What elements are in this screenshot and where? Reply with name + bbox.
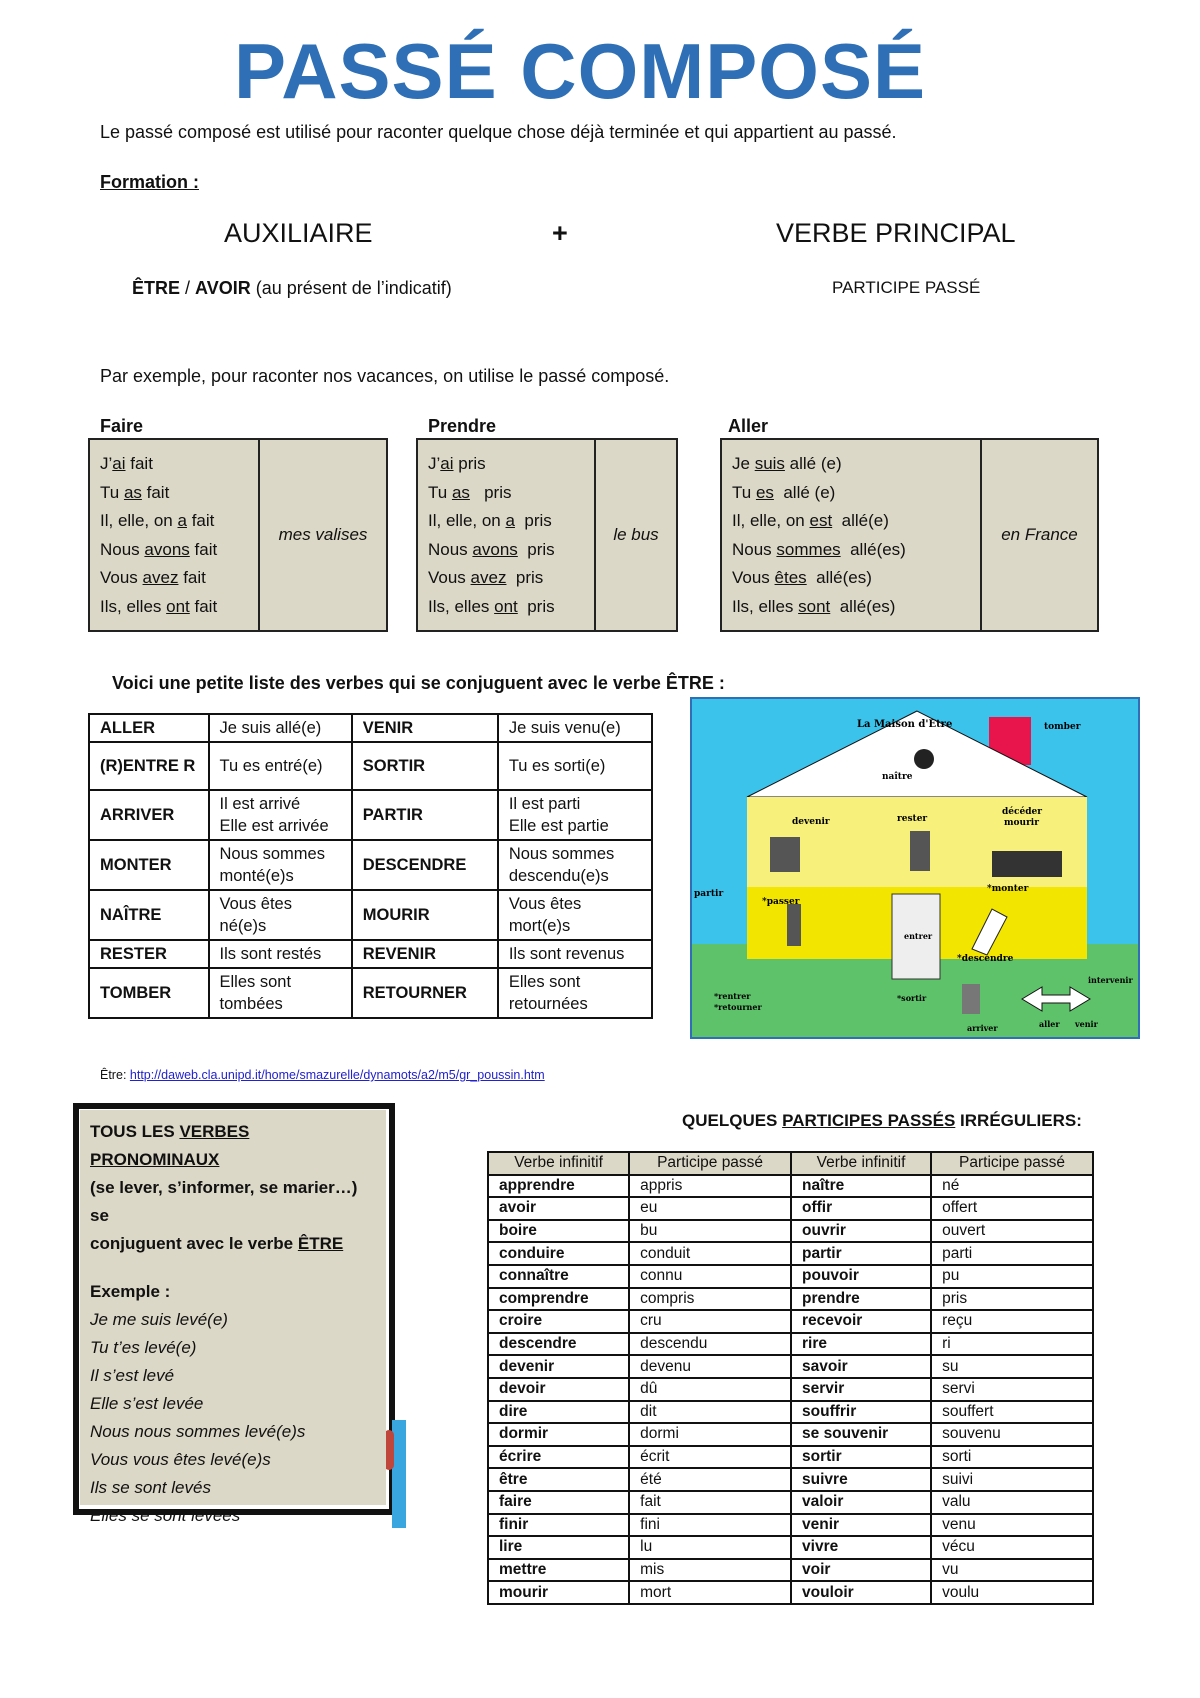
person-arriver (962, 984, 980, 1014)
participle-cell: reçu (931, 1310, 1093, 1333)
infinitive-cell: valoir (791, 1491, 931, 1514)
infinitive-cell: conduire (488, 1242, 629, 1265)
table-row (488, 1536, 1093, 1559)
infinitive-cell: lire (488, 1536, 629, 1559)
conj-line: Ils, elles ont pris (428, 596, 555, 616)
table-row (488, 1401, 1093, 1424)
participle-cell: vécu (931, 1536, 1093, 1559)
pron-example-label: Exemple : (90, 1282, 171, 1301)
participle-cell: ouvert (931, 1220, 1093, 1243)
house-svg (692, 699, 1140, 1039)
label-tomber: tomber (1044, 722, 1081, 732)
coffin-figure (992, 851, 1062, 877)
conj-object: le bus (613, 525, 659, 544)
label-aller: aller (1039, 1019, 1060, 1029)
conj-line: Vous êtes allé(es) (732, 568, 872, 588)
conj-object: mes valises (278, 525, 368, 544)
infinitive-cell: avoir (488, 1197, 629, 1220)
pron-example: Je me suis levé(e) (90, 1310, 228, 1329)
table-row (89, 790, 652, 840)
infinitive-cell: vivre (791, 1536, 931, 1559)
table-row (488, 1514, 1093, 1537)
etre-verb-cell: PARTIR (352, 790, 498, 840)
infinitive-cell: boire (488, 1220, 629, 1243)
etre-conj-cell: Vous êtes né(e)s (209, 890, 352, 940)
participle-cell: offert (931, 1197, 1093, 1220)
participle-cell: mis (629, 1559, 791, 1582)
infinitive-cell: vouloir (791, 1581, 931, 1604)
etre-verb-cell: SORTIR (352, 742, 498, 790)
pron-example: Tu t’es levé(e) (90, 1338, 197, 1357)
participle-cell: dit (629, 1401, 791, 1424)
table-row (488, 1355, 1093, 1378)
etre-verb-cell: ARRIVER (89, 790, 209, 840)
label-sortir: *sortir (897, 993, 927, 1003)
table-row (89, 940, 652, 968)
table-row (89, 742, 652, 790)
etre-verb-cell: DESCENDRE (352, 840, 498, 890)
participle-cell: vu (931, 1559, 1093, 1582)
infinitive-cell: croire (488, 1310, 629, 1333)
house-title: La Maison d'Etre (857, 719, 953, 730)
etre-verb-cell: VENIR (352, 714, 498, 742)
label-entrer: entrer (904, 931, 933, 941)
irregular-header: Verbe infinitif (488, 1152, 629, 1175)
participle-cell: connu (629, 1265, 791, 1288)
table-row (488, 1220, 1093, 1243)
participle-cell: parti (931, 1242, 1093, 1265)
infinitive-cell: servir (791, 1378, 931, 1401)
maison-etre-illustration (690, 697, 1140, 1039)
pronominal-box (80, 1110, 386, 1525)
label-devenir: devenir (792, 817, 830, 827)
intro-text: Le passé composé est utilisé pour raconter quelque chose déjà terminée et qui appartient au passé. (100, 122, 897, 142)
participle-cell: mort (629, 1581, 791, 1604)
stork-figure (914, 749, 934, 769)
person-devenir (770, 837, 800, 872)
etre-verb-cell: TOMBER (89, 968, 209, 1018)
participle-cell: fini (629, 1514, 791, 1537)
participle-cell: été (629, 1468, 791, 1491)
conj-line: Nous avons pris (428, 539, 555, 559)
participle-cell: venu (931, 1514, 1093, 1537)
participle-cell: appris (629, 1175, 791, 1198)
infinitive-cell: naître (791, 1175, 931, 1198)
participle-cell: ri (931, 1333, 1093, 1356)
formation-label: Formation : (100, 172, 199, 192)
participle-cell: souvenu (931, 1423, 1093, 1446)
infinitive-cell: être (488, 1468, 629, 1491)
infinitive-cell: suivre (791, 1468, 931, 1491)
label-venir: venir (1075, 1019, 1098, 1029)
conj-line: Il, elle, on est allé(e) (732, 511, 889, 531)
table-row (488, 1468, 1093, 1491)
irregular-header: Participe passé (931, 1152, 1093, 1175)
pron-example: Elle s’est levée (90, 1394, 204, 1413)
conj-box (416, 438, 678, 632)
infinitive-cell: mourir (488, 1581, 629, 1604)
table-row (488, 1423, 1093, 1446)
table-row (488, 1559, 1093, 1582)
irregular-header: Verbe infinitif (791, 1152, 931, 1175)
participle-cell: lu (629, 1536, 791, 1559)
participle-cell: pris (931, 1288, 1093, 1311)
etre-verb-cell: MOURIR (352, 890, 498, 940)
table-row (488, 1333, 1093, 1356)
infinitive-cell: partir (791, 1242, 931, 1265)
conj-verb-label: Prendre (428, 416, 497, 436)
infinitive-cell: finir (488, 1514, 629, 1537)
plus-sign: + (552, 218, 568, 248)
irregular-title: QUELQUES PARTICIPES PASSÉS IRRÉGULIERS: (682, 1111, 1082, 1130)
label-mourir: mourir (1004, 818, 1039, 828)
label-rester: rester (897, 814, 928, 824)
table-row (89, 714, 652, 742)
infinitive-cell: dormir (488, 1423, 629, 1446)
etre-verb-cell: RESTER (89, 940, 209, 968)
participle-cell: écrit (629, 1446, 791, 1469)
conj-lines (722, 440, 982, 630)
infinitive-cell: descendre (488, 1333, 629, 1356)
pron-example: Nous nous sommes levé(e)s (90, 1422, 306, 1441)
auxiliary-note: ÊTRE / AVOIR (au présent de l’indicatif) (132, 278, 452, 298)
auxiliary-heading: AUXILIAIRE (224, 218, 373, 248)
table-row (488, 1310, 1093, 1333)
table-row (488, 1378, 1093, 1401)
infinitive-cell: recevoir (791, 1310, 931, 1333)
participle-cell: pu (931, 1265, 1093, 1288)
label-naitre: naître (882, 772, 913, 782)
pron-example: Il s’est levé (90, 1366, 175, 1385)
infinitive-cell: ouvrir (791, 1220, 931, 1243)
infinitive-cell: apprendre (488, 1175, 629, 1198)
participle-cell: cru (629, 1310, 791, 1333)
participle-cell: dû (629, 1378, 791, 1401)
label-rentrer: *rentrer (714, 991, 751, 1001)
irregular-participles-table (487, 1151, 1094, 1605)
conj-lines (418, 440, 596, 630)
table-row (89, 968, 652, 1018)
infinitive-cell: prendre (791, 1288, 931, 1311)
decorative-bar (392, 1420, 406, 1528)
etre-verb-cell: MONTER (89, 840, 209, 890)
etre-verb-cell: REVENIR (352, 940, 498, 968)
pron-line-2: (se lever, s’informer, se marier…) se (90, 1178, 358, 1225)
infinitive-cell: dire (488, 1401, 629, 1424)
conj-line: Ils, elles ont fait (100, 596, 218, 616)
etre-conj-cell: Elles sont tombées (209, 968, 352, 1018)
pron-examples (90, 1306, 376, 1530)
infinitive-cell: voir (791, 1559, 931, 1582)
participle-cell: suivi (931, 1468, 1093, 1491)
pron-line-3: conjuguent avec le verbe ÊTRE (90, 1234, 344, 1253)
etre-conj-cell: Nous sommes descendu(e)s (498, 840, 652, 890)
infinitive-cell: souffrir (791, 1401, 931, 1424)
table-row (488, 1491, 1093, 1514)
etre-conj-cell: Il est parti Elle est partie (498, 790, 652, 840)
participle-cell: valu (931, 1491, 1093, 1514)
label-descendre: *descendre (957, 954, 1014, 964)
etre-conj-cell: Tu es entré(e) (209, 742, 352, 790)
pron-example: Vous vous êtes levé(e)s (90, 1450, 271, 1469)
table-row (488, 1175, 1093, 1198)
conj-line: Il, elle, on a fait (100, 511, 215, 531)
source-link[interactable]: http://daweb.cla.unipd.it/home/smazurelle/dynamots/a2/m5/gr_poussin.htm (129, 1068, 545, 1082)
conj-verb-label: Faire (100, 416, 144, 436)
infinitive-cell: faire (488, 1491, 629, 1514)
label-monter: *monter (987, 884, 1029, 894)
label-partir: partir (694, 889, 724, 899)
etre-verb-cell: RETOURNER (352, 968, 498, 1018)
label-passer: *passer (762, 897, 800, 907)
infinitive-cell: écrire (488, 1446, 629, 1469)
conj-box (720, 438, 1099, 632)
participle-cell: conduit (629, 1242, 791, 1265)
etre-conj-cell: Ils sont restés (209, 940, 352, 968)
infinitive-cell: savoir (791, 1355, 931, 1378)
infinitive-cell: se souvenir (791, 1423, 931, 1446)
table-row (488, 1265, 1093, 1288)
etre-conj-cell: Vous êtes mort(e)s (498, 890, 652, 940)
conj-line: Tu es allé (e) (732, 482, 836, 502)
etre-conj-cell: Je suis allé(e) (209, 714, 352, 742)
table-row (488, 1446, 1093, 1469)
infinitive-cell: pouvoir (791, 1265, 931, 1288)
infinitive-cell: devoir (488, 1378, 629, 1401)
label-intervenir: intervenir (1088, 975, 1133, 985)
label-arriver: arriver (967, 1023, 998, 1033)
infinitive-cell: venir (791, 1514, 931, 1537)
table-row (488, 1581, 1093, 1604)
conj-line: Vous avez fait (100, 568, 206, 588)
etre-conj-cell: Nous sommes monté(e)s (209, 840, 352, 890)
table-row (89, 840, 652, 890)
participle-cell: su (931, 1355, 1093, 1378)
conj-line: Je suis allé (e) (732, 454, 842, 473)
participle-cell: souffert (931, 1401, 1093, 1424)
participle-cell: fait (629, 1491, 791, 1514)
conj-line: Tu as fait (100, 482, 170, 502)
conj-line: J’ai pris (428, 454, 486, 473)
irregular-header: Participe passé (629, 1152, 791, 1175)
participle-note: PARTICIPE PASSÉ (832, 278, 981, 297)
etre-verb-cell: ALLER (89, 714, 209, 742)
conj-line: Il, elle, on a pris (428, 511, 552, 531)
participle-cell: sorti (931, 1446, 1093, 1469)
main-verb-heading: VERBE PRINCIPAL (776, 218, 1016, 248)
participle-cell: servi (931, 1378, 1093, 1401)
etre-conj-cell: Tu es sorti(e) (498, 742, 652, 790)
pron-example: Elles se sont levées (90, 1506, 241, 1525)
participle-cell: compris (629, 1288, 791, 1311)
infinitive-cell: connaître (488, 1265, 629, 1288)
conj-line: Vous avez pris (428, 568, 544, 588)
etre-conj-cell: Je suis venu(e) (498, 714, 652, 742)
source-link-line: Être: http://daweb.cla.unipd.it/home/smazurelle/dynamots/a2/m5/gr_poussin.htm (100, 1068, 545, 1082)
participle-cell: voulu (931, 1581, 1093, 1604)
pron-line-1: TOUS LES VERBES PRONOMINAUX (90, 1122, 250, 1169)
pron-example: Ils se sont levés (90, 1478, 211, 1497)
etre-verb-cell: NAÎTRE (89, 890, 209, 940)
infinitive-cell: sortir (791, 1446, 931, 1469)
etre-list-title: Voici une petite liste des verbes qui se conjuguent avec le verbe ÊTRE : (112, 673, 725, 693)
participle-cell: né (931, 1175, 1093, 1198)
conj-verb-label: Aller (728, 416, 769, 436)
example-text: Par exemple, pour raconter nos vacances, on utilise le passé composé. (100, 366, 670, 386)
conj-line: Nous avons fait (100, 539, 218, 559)
infinitive-cell: rire (791, 1333, 931, 1356)
infinitive-cell: mettre (488, 1559, 629, 1582)
etre-verb-cell: (R)ENTRE R (89, 742, 209, 790)
label-deceder: décéder (1002, 807, 1042, 817)
conj-line: Nous sommes allé(es) (732, 539, 906, 559)
table-row (488, 1197, 1093, 1220)
etre-conj-cell: Il est arrivé Elle est arrivée (209, 790, 352, 840)
etre-conj-cell: Ils sont revenus (498, 940, 652, 968)
etre-conj-cell: Elles sont retournées (498, 968, 652, 1018)
conj-line: Tu as pris (428, 482, 512, 502)
etre-verbs-table (88, 713, 653, 1019)
participle-cell: dormi (629, 1423, 791, 1446)
participle-cell: bu (629, 1220, 791, 1243)
person-passer (787, 904, 801, 946)
participle-cell: descendu (629, 1333, 791, 1356)
participle-cell: eu (629, 1197, 791, 1220)
conj-line: Ils, elles sont allé(es) (732, 596, 896, 616)
infinitive-cell: offir (791, 1197, 931, 1220)
conj-lines (90, 440, 260, 630)
table-row (89, 890, 652, 940)
conj-box (88, 438, 388, 632)
table-row (488, 1242, 1093, 1265)
label-retourner: *retourner (714, 1002, 762, 1012)
participle-cell: devenu (629, 1355, 791, 1378)
table-row (488, 1288, 1093, 1311)
infinitive-cell: devenir (488, 1355, 629, 1378)
infinitive-cell: comprendre (488, 1288, 629, 1311)
conj-object: en France (1001, 525, 1078, 544)
conj-line: J’ai fait (100, 454, 153, 473)
page-title: PASSÉ COMPOSÉ (233, 27, 927, 115)
person-rester (910, 831, 930, 871)
